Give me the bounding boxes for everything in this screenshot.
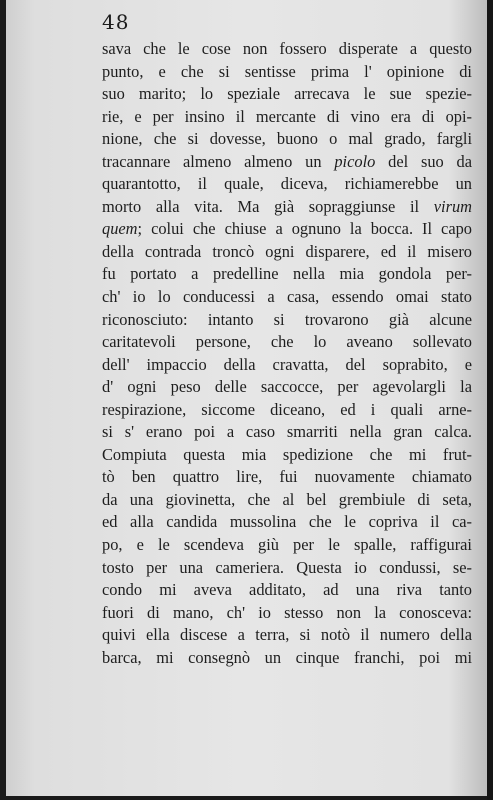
text-line-7: quarantotto, il quale, diceva, richiamerebbe un xyxy=(102,174,472,194)
text-line-20: tò ben quattro lire, fui nuovamente chiamato xyxy=(102,467,472,487)
text-line-17: respirazione, siccome diceano, ed i quali arne- xyxy=(102,399,472,419)
text-line-16: d' ogni peso delle saccocce, per agevolargli la xyxy=(102,377,472,397)
text-line-19: Compiuta questa mia spedizione che mi frut- xyxy=(102,444,472,464)
text-line-6-b: del suo da xyxy=(388,151,472,171)
text-line-28: barca, mi consegnò un cinque franchi, poi mi xyxy=(102,647,472,667)
text-line-23: po, e le scendeva giù per le spalle, raffigurai xyxy=(102,535,472,555)
text-line-11: fu portato a predelline nella mia gondola per- xyxy=(102,264,472,284)
text-line-12: ch' io lo conducessi a casa, essendo omai stato xyxy=(102,287,472,307)
text-line-1: sava che le cose non fossero disperate a questo xyxy=(102,39,472,58)
text-line-8 xyxy=(102,196,472,219)
text-line-6-a: tracannare almeno almeno un xyxy=(102,151,322,171)
text-line-13: riconosciuto: intanto si trovarono già alcune xyxy=(102,309,472,329)
text-line-4: rie, e per insino il mercante di vino era di opi- xyxy=(102,106,472,126)
page-number: 48 xyxy=(102,10,130,34)
italic-picolo: picolo xyxy=(334,151,376,171)
book-page xyxy=(6,0,487,796)
text-line-9-a: ; colui che chiuse a ognuno la bocca. Il capo xyxy=(137,219,472,239)
text-line-22: ed alla candida mussolina che le copriva il ca- xyxy=(102,512,472,532)
text-line-9 xyxy=(102,218,472,241)
italic-quem: quem xyxy=(102,219,138,239)
text-line-24: tosto per una cameriera. Questa io condussi, se- xyxy=(102,557,472,577)
text-line-18: si s' erano poi a caso smarriti nella gran calca. xyxy=(102,422,472,442)
text-line-27: quivi ella discese a terra, si notò il numero della xyxy=(102,625,472,645)
text-line-25: condo mi aveva additato, ad una riva tanto xyxy=(102,580,472,600)
text-line-8-a: morto alla vita. Ma già sopraggiunse il xyxy=(102,196,420,216)
text-line-26: fuori di mano, ch' io stesso non la conosceva: xyxy=(102,602,472,622)
book-spine-edge xyxy=(487,0,493,800)
text-line-2: punto, e che si sentisse prima l' opinione di xyxy=(102,61,472,81)
italic-virum: virum xyxy=(433,196,472,216)
body-text xyxy=(102,38,472,669)
text-line-5: nione, che si dovesse, buono o mal grado, fargli xyxy=(102,129,472,149)
text-line-21: da una giovinetta, che al bel grembiule di seta, xyxy=(102,489,472,509)
text-line-10: della contrada troncò ogni disparere, ed il misero xyxy=(102,241,472,261)
text-line-14: caritatevoli persone, che lo aveano sollevato xyxy=(102,332,472,352)
text-line-6 xyxy=(102,151,472,174)
text-line-3: suo marito; lo speziale arrecava le sue spezie- xyxy=(102,84,472,104)
text-line-15: dell' impaccio della cravatta, del soprabito, e xyxy=(102,354,472,374)
